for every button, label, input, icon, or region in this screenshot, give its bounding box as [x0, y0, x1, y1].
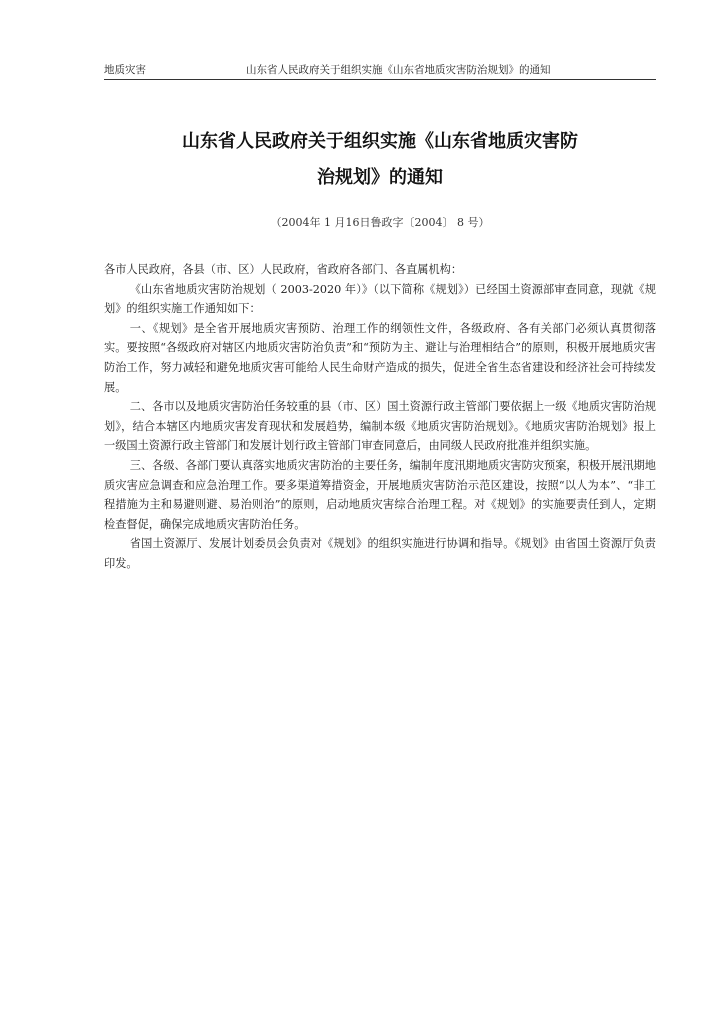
- body-paragraph-intro: 《山东省地质灾害防治规划（ 2003-2020 年）》（以下简称《规划》）已经国土资源部审查同意，现就《规划》的组织实施工作通知如下：: [104, 282, 656, 316]
- body-paragraph-2: 二、各市以及地质灾害防治任务较重的县（市、区）国土资源行政主管部门要依据上一级《地质灾害防治规划》，结合本辖区内地质灾害发育现状和发展趋势，编制本级《地质灾害防治规划》。《地质灾害防治规划》报上一级国土资源行政主管部门和发展计划行政主管部门审查同意后，由同级人民政府批准并组织实施。: [104, 400, 656, 453]
- running-header: [104, 62, 656, 78]
- header-divider: [104, 79, 656, 80]
- document-title: [104, 124, 656, 196]
- body-paragraph-3: 三、各级、各部门要认真落实地质灾害防治的主要任务，编制年度汛期地质灾害防灾预案，积极开展汛期地质灾害应急调查和应急治理工作。要多渠道筹措资金，开展地质灾害防治示范区建设，按照“以人为本”、“非工程措施为主和易避则避、易治则治”的原则，启动地质灾害综合治理工程。对《规划》的实施要责任到人，定期检查督促，确保完成地质灾害防治任务。: [104, 458, 656, 531]
- header-section-label: 地质灾害: [104, 64, 146, 76]
- document-title-line-2: 治规划》的通知: [317, 167, 443, 188]
- body-paragraph-1: 一、《规划》是全省开展地质灾害预防、治理工作的纲领性文件，各级政府、各有关部门必须认真贯彻落实。要按照“各级政府对辖区内地质灾害防治负责”和“预防为主、避让与治理相结合”的原则，积极开展地质灾害防治工作，努力减轻和避免地质灾害可能给人民生命财产造成的损失，促进全省生态省建设和经济社会可持续发展。: [104, 321, 656, 394]
- document-issue-info: （2004年 1 月16日鲁政字〔2004〕 8 号）: [270, 216, 490, 229]
- document-body: [104, 260, 656, 574]
- document-title-line-1: 山东省人民政府关于组织实施《山东省地质灾害防: [182, 131, 578, 152]
- salutation: 各市人民政府，各县（市、区）人民政府，省政府各部门、各直属机构：: [104, 263, 463, 276]
- body-paragraph-closing: 省国土资源厅、发展计划委员会负责对《规划》的组织实施进行协调和指导。《规划》由省国土资源厅负责印发。: [104, 537, 656, 570]
- header-running-title: 山东省人民政府关于组织实施《山东省地质灾害防治规划》的通知: [246, 64, 551, 76]
